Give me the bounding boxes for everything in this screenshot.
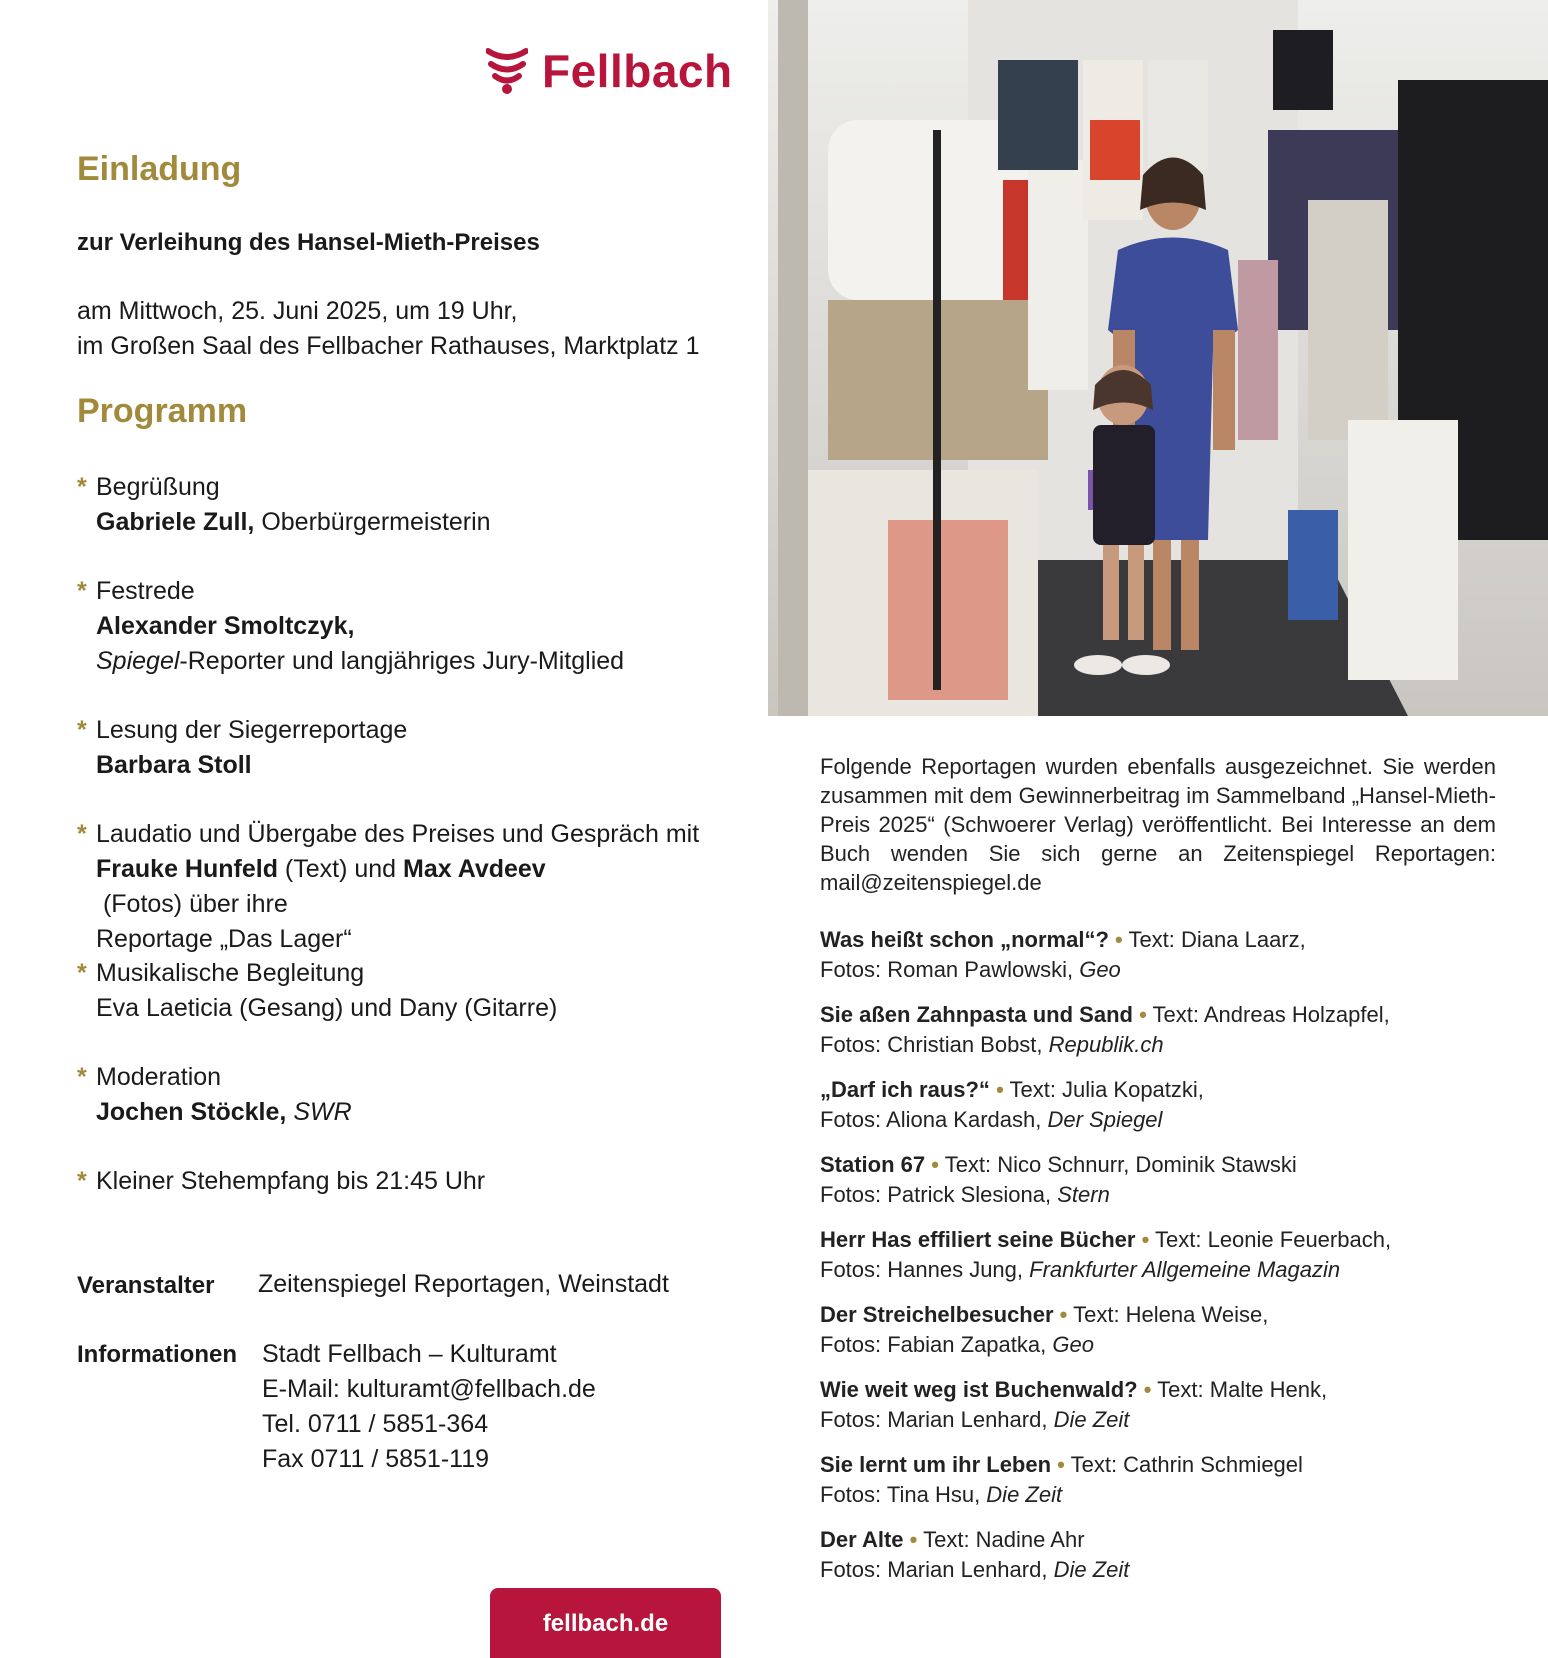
program-item-person: Alexander Smoltczyk, bbox=[96, 612, 355, 640]
award-title: Der Streichelbesucher bbox=[820, 1302, 1054, 1327]
award-publication: Der Spiegel bbox=[1047, 1106, 1163, 1132]
star-icon: * bbox=[77, 820, 87, 848]
awards-list bbox=[820, 925, 1510, 1600]
award-text: Text: Malte Henk, bbox=[1157, 1377, 1328, 1402]
information-email[interactable]: E-Mail: kulturamt@fellbach.de bbox=[262, 1375, 596, 1403]
program-item-person: Jochen Stöckle, bbox=[96, 1098, 287, 1126]
information-fax: Fax 0711 / 5851-119 bbox=[262, 1445, 490, 1473]
award-title: Der Alte bbox=[820, 1527, 904, 1552]
program-item-person: Max Avdeev bbox=[403, 855, 546, 883]
program-item-role: -Reporter und langjähriges Jury-Mitglied bbox=[179, 647, 625, 675]
award-photos: Fotos: Marian Lenhard, bbox=[820, 1556, 1054, 1582]
award-title: Herr Has effiliert seine Bücher bbox=[820, 1227, 1136, 1252]
award-photos: Fotos: Fabian Zapatka, bbox=[820, 1331, 1053, 1357]
organizer-value: Zeitenspiegel Reportagen, Weinstadt bbox=[258, 1270, 669, 1298]
award-publication: Geo bbox=[1079, 956, 1121, 982]
program-item-music bbox=[77, 956, 737, 1026]
award-item bbox=[820, 1225, 1510, 1284]
website-link-button[interactable]: fellbach.de bbox=[490, 1588, 721, 1658]
intro-text: Folgende Reportagen wurden ebenfalls ausgezeichnet. Sie werden zusammen mit dem Gewinnerbeitrag im Sammelband „Hansel-Mieth-Preis 2025“ (Schwoerer Verlag) veröffentlicht. Bei Interesse an dem Buch wenden Sie sich gerne an Zeitenspiegel Reportagen: mail@zeitenspiegel.de bbox=[820, 754, 1496, 895]
award-text: Text: Cathrin Schmiegel bbox=[1070, 1452, 1303, 1477]
bullet-icon: • bbox=[931, 1152, 939, 1177]
invitation-location: im Großen Saal des Fellbacher Rathauses, Marktplatz 1 bbox=[77, 332, 700, 360]
bullet-icon: • bbox=[909, 1527, 918, 1552]
star-icon: * bbox=[77, 716, 87, 744]
cover-photo bbox=[768, 0, 1548, 716]
program-heading: Programm bbox=[77, 392, 248, 430]
program-item-title: Moderation bbox=[96, 1063, 222, 1091]
award-item bbox=[820, 1375, 1510, 1434]
invitation-heading: Einladung bbox=[77, 150, 242, 188]
program-item-title: Begrüßung bbox=[96, 473, 220, 501]
award-item bbox=[820, 1525, 1510, 1584]
program-item-role-italic: SWR bbox=[293, 1098, 352, 1126]
award-publication: Republik.ch bbox=[1048, 1031, 1164, 1057]
program-item-person: Frauke Hunfeld bbox=[96, 855, 278, 883]
bullet-icon: • bbox=[996, 1077, 1004, 1102]
program-item-text: (Text) und bbox=[277, 855, 404, 883]
award-text: Text: Julia Kopatzki, bbox=[1009, 1077, 1204, 1102]
award-text: Text: Helena Weise, bbox=[1073, 1302, 1269, 1327]
award-photos: Fotos: Roman Pawlowski, bbox=[820, 956, 1080, 982]
star-icon: * bbox=[77, 577, 87, 605]
program-item-person: Barbara Stoll bbox=[96, 751, 252, 779]
star-icon: * bbox=[77, 1167, 87, 1195]
award-photos: Fotos: Christian Bobst, bbox=[820, 1031, 1049, 1057]
award-text: Text: Nico Schnurr, Dominik Stawski bbox=[944, 1152, 1297, 1177]
award-item bbox=[820, 1150, 1510, 1209]
program-item-title: Kleiner Stehempfang bis 21:45 Uhr bbox=[96, 1167, 486, 1195]
program-item-laudatio bbox=[77, 817, 737, 957]
star-icon: * bbox=[77, 959, 87, 987]
award-title: Sie aßen Zahnpasta und Sand bbox=[820, 1002, 1133, 1027]
program-item-title: Lesung der Siegerreportage bbox=[96, 716, 408, 744]
award-publication: Die Zeit bbox=[986, 1481, 1063, 1507]
award-photos: Fotos: Tina Hsu, bbox=[820, 1481, 987, 1507]
award-item bbox=[820, 1000, 1510, 1059]
award-publication: Geo bbox=[1052, 1331, 1094, 1357]
invitation-subtitle: zur Verleihung des Hansel-Mieth-Preises bbox=[77, 229, 540, 256]
information-line: Stadt Fellbach – Kulturamt bbox=[262, 1340, 557, 1368]
award-text: Text: Leonie Feuerbach, bbox=[1155, 1227, 1392, 1252]
bullet-icon: • bbox=[1057, 1452, 1065, 1477]
award-publication: Stern bbox=[1057, 1181, 1110, 1207]
award-item bbox=[820, 1450, 1510, 1509]
star-icon: * bbox=[77, 473, 87, 501]
program-item-speech bbox=[77, 574, 737, 679]
information-phone: Tel. 0711 / 5851-364 bbox=[262, 1410, 489, 1438]
program-item-person: Gabriele Zull, bbox=[96, 508, 255, 536]
award-photos: Fotos: Patrick Slesiona, bbox=[820, 1181, 1058, 1207]
program-item-title: Musikalische Begleitung bbox=[96, 959, 365, 987]
award-publication: Die Zeit bbox=[1053, 1556, 1130, 1582]
award-text: Text: Andreas Holzapfel, bbox=[1152, 1002, 1390, 1027]
award-title: Sie lernt um ihr Leben bbox=[820, 1452, 1052, 1477]
award-photos: Fotos: Aliona Kardash, bbox=[820, 1106, 1048, 1132]
program-item-text: (Fotos) über ihre bbox=[96, 890, 288, 918]
award-publication: Frankfurter Allgemeine Magazin bbox=[1029, 1256, 1341, 1282]
program-item-role-italic: Spiegel bbox=[96, 647, 180, 675]
invitation-date: am Mittwoch, 25. Juni 2025, um 19 Uhr, bbox=[77, 297, 518, 325]
award-text: Text: Nadine Ahr bbox=[923, 1527, 1085, 1552]
program-item-detail: Eva Laeticia (Gesang) und Dany (Gitarre) bbox=[96, 994, 558, 1022]
award-item bbox=[820, 1075, 1510, 1134]
bullet-icon: • bbox=[1059, 1302, 1068, 1327]
bullet-icon: • bbox=[1139, 1002, 1147, 1027]
bullet-icon: • bbox=[1115, 927, 1123, 952]
star-icon: * bbox=[77, 1063, 87, 1091]
program-item-title: Laudatio und Übergabe des Preises und Gespräch mit bbox=[96, 820, 700, 848]
program-item-reception bbox=[77, 1164, 737, 1199]
fellbach-logo-mark-icon bbox=[486, 47, 528, 95]
information-label: Informationen bbox=[77, 1341, 237, 1368]
bullet-icon: • bbox=[1141, 1227, 1150, 1252]
award-publication: Die Zeit bbox=[1053, 1406, 1130, 1432]
award-item bbox=[820, 925, 1510, 984]
program-item-title: Festrede bbox=[96, 577, 195, 605]
award-title: Was heißt schon „normal“? bbox=[820, 927, 1109, 952]
program-item-reading bbox=[77, 713, 737, 783]
award-photos: Fotos: Hannes Jung, bbox=[820, 1256, 1030, 1282]
program-item-text: Reportage „Das Lager“ bbox=[96, 925, 352, 953]
award-title: Station 67 bbox=[820, 1152, 926, 1177]
program-item-moderation bbox=[77, 1060, 737, 1130]
program-item-role: Oberbürgermeisterin bbox=[261, 508, 491, 536]
logo-text: Fellbach bbox=[542, 45, 733, 97]
cover-photo-illustration bbox=[768, 0, 1548, 716]
award-photos: Fotos: Marian Lenhard, bbox=[820, 1406, 1054, 1432]
information-block bbox=[262, 1337, 596, 1477]
organizer-label: Veranstalter bbox=[77, 1272, 215, 1299]
program-item-greeting bbox=[77, 470, 737, 540]
award-title: Wie weit weg ist Buchenwald? bbox=[820, 1377, 1138, 1402]
bullet-icon: • bbox=[1143, 1377, 1152, 1402]
fellbach-logo bbox=[486, 44, 733, 98]
award-text: Text: Diana Laarz, bbox=[1128, 927, 1306, 952]
award-title: „Darf ich raus?“ bbox=[820, 1077, 990, 1102]
award-item bbox=[820, 1300, 1510, 1359]
